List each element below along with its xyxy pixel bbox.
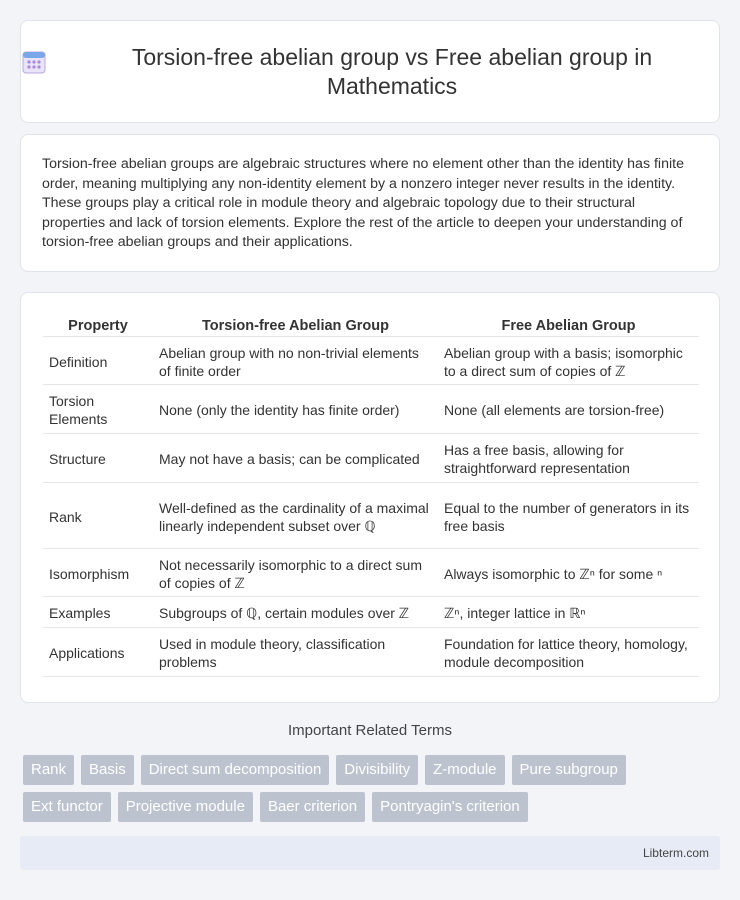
tag-ext-functor[interactable]: Ext functor	[23, 792, 111, 822]
row-free-value: Foundation for lattice theory, homology, module decomposition	[438, 630, 699, 677]
calendar-icon	[21, 49, 47, 75]
header-torsion-free: Torsion-free Abelian Group	[153, 315, 438, 337]
table-row	[43, 339, 699, 385]
comparison-card	[20, 292, 720, 703]
row-torsion-free-value: Well-defined as the cardinality of a maximal linearly independent subset over ℚ	[153, 485, 438, 549]
row-torsion-free-value: Subgroups of ℚ, certain modules over ℤ	[153, 599, 438, 628]
row-free-value: Always isomorphic to ℤⁿ for some ⁿ	[438, 551, 699, 597]
tag-rank[interactable]: Rank	[23, 755, 74, 785]
comparison-table	[43, 313, 699, 679]
page-title: Torsion-free abelian group vs Free abelian group in Mathematics	[131, 43, 653, 99]
row-torsion-free-value: None (only the identity has finite order)	[153, 387, 438, 434]
header-free: Free Abelian Group	[438, 315, 699, 337]
row-free-value: Equal to the number of generators in its free basis	[438, 485, 699, 549]
row-torsion-free-value: Abelian group with no non-trivial elements of finite order	[153, 339, 438, 385]
tag-divisibility[interactable]: Divisibility	[336, 755, 418, 785]
tag-basis[interactable]: Basis	[81, 755, 134, 785]
header-property: Property	[43, 315, 153, 337]
related-terms-heading: Important Related Terms	[288, 722, 452, 739]
row-property: Examples	[43, 599, 153, 628]
tag-pure-subgroup[interactable]: Pure subgroup	[512, 755, 626, 785]
intro-card	[20, 134, 720, 272]
table-row	[43, 436, 699, 483]
footer-brand-link[interactable]: Libterm.com	[642, 846, 709, 860]
row-property: Definition	[43, 339, 153, 385]
tag-row	[23, 755, 723, 785]
table-row	[43, 551, 699, 597]
row-property: Applications	[43, 630, 153, 677]
row-torsion-free-value: Used in module theory, classification problems	[153, 630, 438, 677]
row-free-value: ℤⁿ, integer lattice in ℝⁿ	[438, 599, 699, 628]
row-free-value: Has a free basis, allowing for straightforward representation	[438, 436, 699, 483]
tag-direct-sum-decomposition[interactable]: Direct sum decomposition	[141, 755, 330, 785]
row-torsion-free-value: Not necessarily isomorphic to a direct sum of copies of ℤ	[153, 551, 438, 597]
row-property: Torsion Elements	[43, 387, 153, 434]
related-terms-list	[23, 755, 723, 829]
tag-baer-criterion[interactable]: Baer criterion	[260, 792, 365, 822]
row-torsion-free-value: May not have a basis; can be complicated	[153, 436, 438, 483]
tag-z-module[interactable]: Z-module	[425, 755, 504, 785]
intro-paragraph: Torsion-free abelian groups are algebraic structures where no element other than the identity has finite order, meaning multiplying any non-identity element by a nonzero integer never results in the identity. These groups play a critical role in module theory and algebraic topology due to their structural properties and lack of torsion elements. Explore the rest of the article to deepen your understanding of torsion-free abelian groups and their applications.	[42, 156, 684, 251]
row-property: Structure	[43, 436, 153, 483]
title-card	[20, 20, 720, 123]
row-property: Rank	[43, 485, 153, 549]
title-wrap	[21, 43, 719, 101]
tag-projective-module[interactable]: Projective module	[118, 792, 253, 822]
table-header-row	[43, 315, 699, 337]
row-free-value: None (all elements are torsion-free)	[438, 387, 699, 434]
tag-row	[23, 792, 723, 822]
table-row	[43, 387, 699, 434]
table-row	[43, 485, 699, 549]
table-row	[43, 630, 699, 677]
row-property: Isomorphism	[43, 551, 153, 597]
footer	[20, 836, 720, 870]
table-row	[43, 599, 699, 628]
row-free-value: Abelian group with a basis; isomorphic to a direct sum of copies of ℤ	[438, 339, 699, 385]
tag-pontryagins-criterion[interactable]: Pontryagin's criterion	[372, 792, 528, 822]
